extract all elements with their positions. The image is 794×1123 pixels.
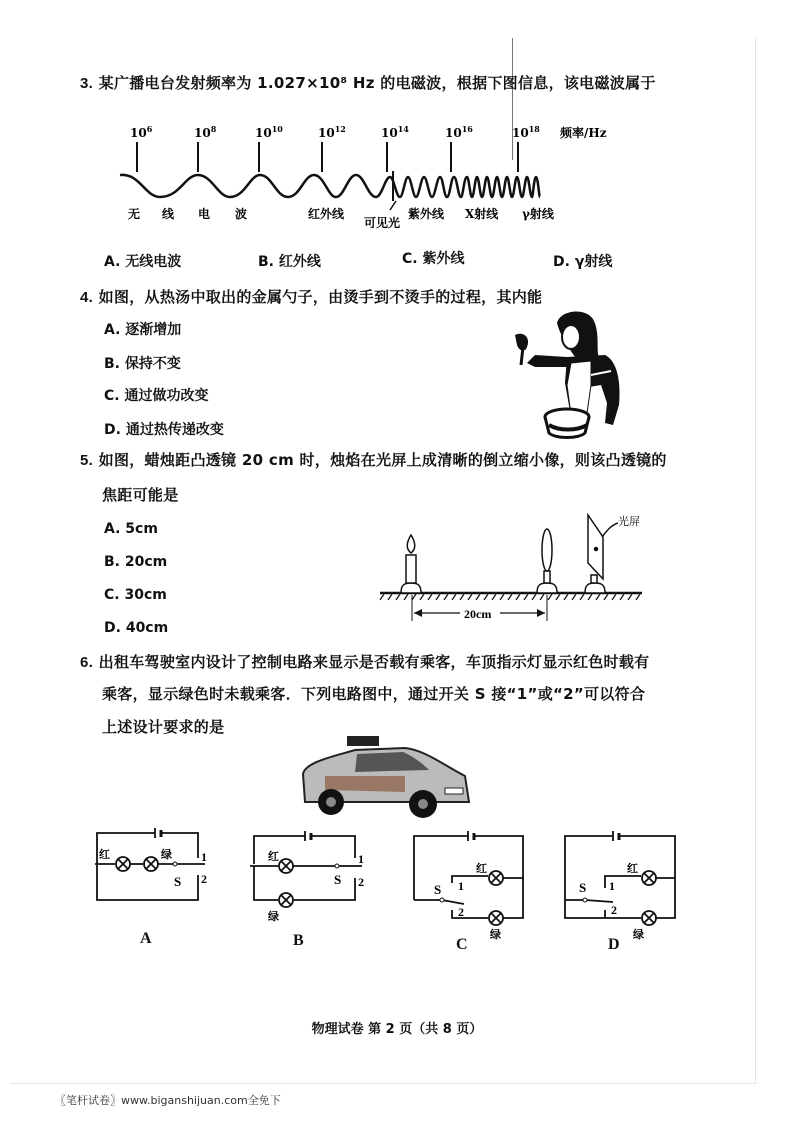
q5-option-c[interactable]: C. 30cm bbox=[104, 587, 167, 603]
svg-text:红: 红 bbox=[627, 862, 638, 875]
q3-number: 3. bbox=[80, 75, 94, 92]
tick-1e6: $10^6$ bbox=[130, 124, 153, 140]
svg-text:绿: 绿 bbox=[633, 928, 644, 941]
svg-text:S: S bbox=[334, 872, 342, 887]
q5-option-a[interactable]: A. 5cm bbox=[104, 521, 158, 537]
q5-stem-line2: 焦距可能是 bbox=[102, 486, 179, 504]
q6-stem-line3: 上述设计要求的是 bbox=[102, 718, 225, 736]
svg-text:线: 线 bbox=[162, 207, 175, 221]
svg-text:X射线: X射线 bbox=[465, 207, 499, 221]
circuit-b-label[interactable]: B bbox=[293, 932, 304, 949]
svg-text:无: 无 bbox=[128, 207, 141, 221]
q5-stem-line1: 5. 如图，蜡烛距凸透镜 20 cm 时，烛焰在光屏上成清晰的倒立缩小像，则该凸透镜的 bbox=[80, 451, 667, 469]
q3-stem bbox=[80, 73, 656, 94]
q3-option-d[interactable]: D. γ射线 bbox=[553, 254, 613, 270]
distance-label: 20cm bbox=[464, 607, 492, 621]
svg-text:1: 1 bbox=[358, 852, 364, 866]
svg-text:紫外线: 紫外线 bbox=[408, 207, 445, 221]
circuit-c-label[interactable]: C bbox=[456, 936, 468, 953]
q3-stem-text: 某广播电台发射频率为 1.027×10⁸ Hz 的电磁波，根据下图信息，该电磁波属于 bbox=[98, 74, 656, 92]
spectrum-band-labels bbox=[128, 206, 555, 230]
circuit-a-diagram bbox=[95, 828, 215, 913]
svg-text:2: 2 bbox=[611, 903, 617, 917]
svg-text:红: 红 bbox=[99, 848, 110, 861]
circuit-d-label[interactable]: D bbox=[608, 936, 620, 953]
svg-text:γ射线: γ射线 bbox=[522, 207, 554, 221]
taxi-illustration bbox=[295, 732, 475, 827]
q3-option-a[interactable]: A. 无线电波 bbox=[104, 254, 182, 270]
spectrum-wave bbox=[120, 175, 540, 197]
svg-text:S: S bbox=[579, 880, 587, 895]
svg-text:2: 2 bbox=[358, 875, 364, 889]
page-footer: 物理试卷 第 2 页（共 8 页） bbox=[311, 1022, 483, 1037]
svg-text:1: 1 bbox=[609, 879, 615, 893]
q4-stem: 4. 如图，从热汤中取出的金属勺子，由烫手到不烫手的过程，其内能 bbox=[80, 288, 543, 306]
tick-1e8: $10^8$ bbox=[194, 124, 217, 140]
svg-text:红: 红 bbox=[476, 862, 487, 875]
q4-option-c[interactable]: C. 通过做功改变 bbox=[104, 388, 209, 404]
q4-option-b[interactable]: B. 保持不变 bbox=[104, 356, 181, 372]
svg-text:电: 电 bbox=[198, 207, 211, 221]
svg-text:1: 1 bbox=[201, 850, 207, 864]
svg-text:1: 1 bbox=[458, 879, 464, 893]
spectrum-tick-labels bbox=[130, 124, 540, 140]
svg-text:S: S bbox=[434, 882, 442, 897]
q5-option-d[interactable]: D. 40cm bbox=[104, 620, 169, 636]
svg-text:绿: 绿 bbox=[268, 910, 279, 923]
q6-stem-line1: 6. 出租车驾驶室内设计了控制电路来显示是否载有乘客，车顶指示灯显示红色时载有 bbox=[80, 653, 650, 671]
q4-option-a[interactable]: A. 逐渐增加 bbox=[104, 322, 182, 338]
svg-text:波: 波 bbox=[235, 207, 248, 221]
svg-text:可见光: 可见光 bbox=[364, 216, 401, 230]
svg-text:S: S bbox=[174, 874, 182, 889]
tick-1e16: $10^{16}$ bbox=[445, 124, 473, 140]
svg-text:红外线: 红外线 bbox=[308, 207, 345, 221]
q3-option-b[interactable]: B. 红外线 bbox=[258, 254, 321, 270]
em-spectrum-diagram bbox=[100, 115, 660, 240]
svg-text:2: 2 bbox=[201, 872, 207, 886]
circuit-b-diagram bbox=[250, 828, 370, 923]
q5-option-b[interactable]: B. 20cm bbox=[104, 554, 168, 570]
tick-1e18: $10^{18}$ bbox=[512, 124, 540, 140]
spectrum-ticks bbox=[137, 142, 518, 172]
watermark-text: 〖笔杆试卷〗www.biganshijuan.com全免下 bbox=[55, 1094, 281, 1107]
person-with-spoon-illustration bbox=[505, 305, 630, 440]
q4-option-d[interactable]: D. 通过热传递改变 bbox=[104, 422, 224, 438]
candle bbox=[401, 535, 421, 593]
svg-text:红: 红 bbox=[268, 850, 279, 863]
spectrum-axis-label: 频率/Hz bbox=[560, 126, 607, 140]
circuit-d-diagram bbox=[563, 828, 683, 941]
svg-text:绿: 绿 bbox=[161, 848, 172, 861]
svg-text:2: 2 bbox=[458, 905, 464, 919]
q3-option-c[interactable]: C. 紫外线 bbox=[402, 251, 465, 267]
tick-1e10: $10^{10}$ bbox=[255, 124, 283, 140]
light-screen bbox=[585, 515, 618, 593]
convex-lens bbox=[537, 529, 557, 593]
tick-1e12: $10^{12}$ bbox=[318, 124, 346, 140]
tick-1e14: $10^{14}$ bbox=[381, 124, 409, 140]
svg-text:绿: 绿 bbox=[490, 928, 501, 941]
circuit-c-diagram bbox=[412, 828, 532, 941]
q6-stem-line2: 乘客，显示绿色时未载乘客．下列电路图中，通过开关 S 接“1”或“2”可以符合 bbox=[102, 685, 646, 703]
lens-experiment-diagram bbox=[380, 505, 645, 625]
screen-label: 光屏 bbox=[618, 515, 640, 528]
circuit-a-label[interactable]: A bbox=[140, 930, 152, 947]
